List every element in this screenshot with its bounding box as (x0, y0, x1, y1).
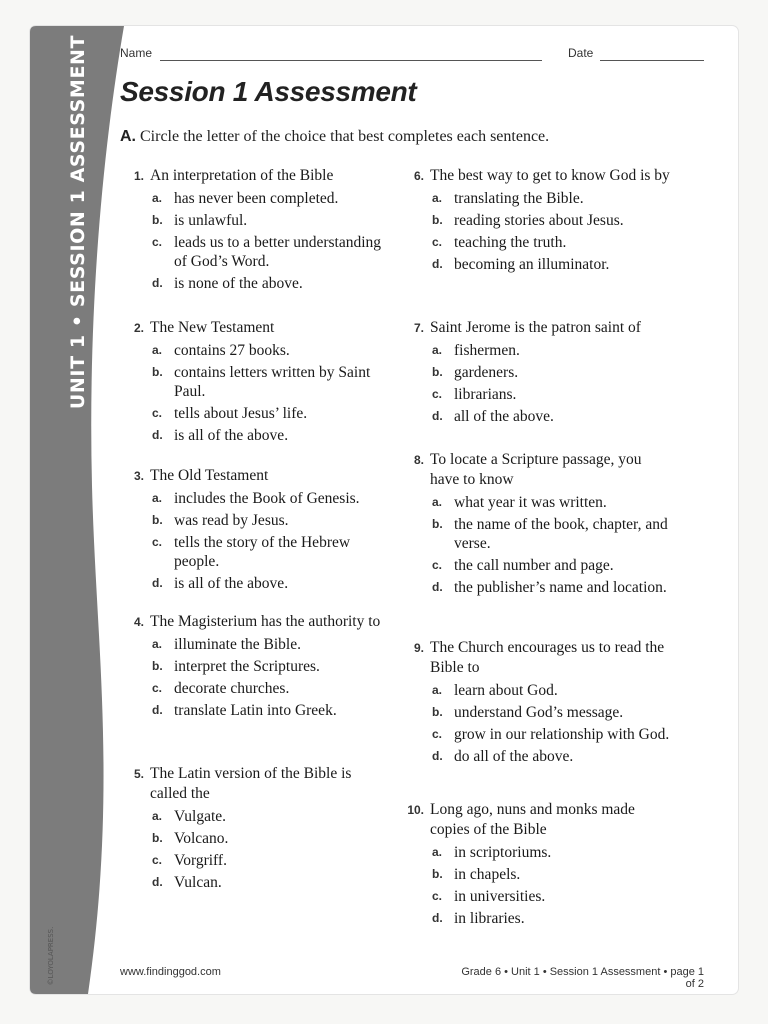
question-stem: The best way to get to know God is by (430, 167, 670, 184)
option-text: contains 27 books. (174, 342, 290, 359)
option-text: the name of the book, chapter, and verse. (454, 516, 668, 552)
option-text: reading stories about Jesus. (454, 212, 624, 229)
option-letter[interactable]: b. (152, 831, 163, 845)
option-letter[interactable]: c. (152, 235, 163, 249)
option-letter[interactable]: a. (152, 637, 163, 651)
option-text: understand God’s message. (454, 704, 624, 721)
answer-option[interactable] (152, 829, 382, 848)
answer-option[interactable] (432, 233, 672, 252)
option-letter[interactable]: d. (432, 257, 443, 271)
question (400, 318, 672, 426)
option-text: Vulgate. (174, 808, 227, 825)
answer-option[interactable] (432, 211, 672, 230)
answer-option[interactable] (432, 407, 672, 426)
option-text: teaching the truth. (454, 234, 567, 251)
option-text: interpret the Scriptures. (174, 658, 320, 675)
option-letter[interactable]: a. (432, 683, 443, 697)
answer-option[interactable] (432, 747, 672, 766)
option-text: grow in our relationship with God. (454, 726, 670, 743)
option-text: illuminate the Bible. (174, 636, 301, 653)
option-text: Vulcan. (174, 874, 222, 891)
answer-option[interactable] (152, 851, 382, 870)
option-text: is all of the above. (174, 575, 289, 592)
answer-option[interactable] (152, 489, 382, 508)
answer-option[interactable] (152, 341, 382, 360)
question (400, 638, 672, 766)
answer-option[interactable] (152, 701, 382, 720)
option-letter[interactable]: a. (152, 809, 163, 823)
answer-option[interactable] (152, 873, 382, 892)
option-letter[interactable]: b. (152, 513, 163, 527)
option-text: leads us to a better understanding of God’s Word. (174, 234, 382, 270)
side-tab-label: UNIT 1 • SESSION 1 ASSESSMENT (67, 34, 89, 410)
option-text: Vorgriff. (174, 852, 227, 869)
question (120, 466, 382, 593)
option-letter[interactable]: d. (432, 749, 443, 763)
option-letter[interactable]: c. (152, 535, 163, 549)
option-letter[interactable]: a. (152, 191, 163, 205)
option-letter[interactable]: b. (152, 659, 163, 673)
answer-option[interactable] (152, 233, 382, 271)
answer-option[interactable] (152, 404, 382, 423)
answer-option[interactable] (152, 511, 382, 530)
question-stem: Long ago, nuns and monks made copies of the Bible (430, 801, 635, 838)
question-number: 2. (133, 321, 144, 335)
option-letter[interactable]: d. (432, 580, 443, 594)
option-letter[interactable]: c. (432, 558, 443, 572)
answer-option[interactable] (432, 493, 672, 512)
option-text: becoming an illuminator. (454, 256, 610, 273)
question-stem: The Church encourages us to read the Bible to (430, 639, 665, 676)
question (120, 764, 382, 892)
option-letter[interactable]: a. (152, 343, 163, 357)
option-text: in universities. (454, 888, 546, 905)
option-text: learn about God. (454, 682, 558, 699)
option-letter[interactable]: c. (432, 889, 443, 903)
option-letter[interactable]: b. (432, 705, 443, 719)
option-letter[interactable]: d. (152, 276, 163, 290)
question-stem: Saint Jerome is the patron saint of (430, 319, 641, 336)
name-field[interactable] (160, 60, 542, 61)
answer-option[interactable] (152, 533, 382, 571)
option-text: what year it was written. (454, 494, 607, 511)
option-text: librarians. (454, 386, 517, 403)
question (400, 450, 672, 597)
option-text: the publisher’s name and location. (454, 579, 667, 596)
answer-option[interactable] (432, 255, 672, 274)
option-letter[interactable]: c. (432, 387, 443, 401)
footer-page-info: Grade 6 • Unit 1 • Session 1 Assessment • page 1 of 2 (461, 966, 704, 990)
option-text: tells the story of the Hebrew people. (174, 534, 351, 570)
option-text: Volcano. (174, 830, 229, 847)
option-text: tells about Jesus’ life. (174, 405, 308, 422)
answer-option[interactable] (432, 363, 672, 382)
date-field[interactable] (600, 60, 704, 61)
question-stem: The Old Testament (150, 467, 269, 484)
answer-option[interactable] (152, 635, 382, 654)
option-text: translating the Bible. (454, 190, 584, 207)
option-letter[interactable]: a. (432, 191, 443, 205)
option-letter[interactable]: b. (432, 365, 443, 379)
answer-option[interactable] (152, 363, 382, 401)
date-label: Date (568, 46, 594, 60)
option-text: was read by Jesus. (174, 512, 289, 529)
question (400, 800, 672, 928)
answer-option[interactable] (432, 556, 672, 575)
answer-option[interactable] (152, 574, 382, 593)
question (400, 166, 672, 274)
copyright-notice: ©LOYOLAPRESS. (47, 926, 55, 986)
answer-option[interactable] (152, 426, 382, 445)
instruction (120, 128, 549, 146)
option-letter[interactable]: b. (432, 517, 443, 531)
option-letter[interactable]: a. (432, 343, 443, 357)
answer-option[interactable] (432, 725, 672, 744)
option-letter[interactable]: b. (152, 213, 163, 227)
answer-option[interactable] (432, 703, 672, 722)
option-text: the call number and page. (454, 557, 614, 574)
question-stem: The Latin version of the Bible is called the (150, 765, 352, 802)
instruction-letter: A. (120, 128, 136, 145)
question (120, 318, 382, 445)
answer-option[interactable] (152, 657, 382, 676)
option-letter[interactable]: c. (152, 853, 163, 867)
option-text: do all of the above. (454, 748, 574, 765)
answer-option[interactable] (152, 189, 382, 208)
answer-option[interactable] (432, 341, 672, 360)
name-label: Name (120, 46, 153, 60)
option-text: gardeners. (454, 364, 519, 381)
option-letter[interactable]: a. (432, 845, 443, 859)
option-text: fishermen. (454, 342, 520, 359)
answer-option[interactable] (432, 865, 672, 884)
footer-website: www.findinggod.com (120, 966, 221, 978)
answer-option[interactable] (432, 843, 672, 862)
option-text: is unlawful. (174, 212, 248, 229)
page-title: Session 1 Assessment (120, 76, 417, 107)
question (120, 166, 382, 293)
question-number: 3. (133, 469, 144, 483)
instruction-text: Circle the letter of the choice that best completes each sentence. (140, 128, 550, 145)
question-number: 5. (133, 767, 144, 781)
question (120, 612, 382, 720)
option-letter[interactable]: d. (432, 409, 443, 423)
option-letter[interactable]: b. (432, 213, 443, 227)
option-text: in scriptoriums. (454, 844, 552, 861)
question-stem: The Magisterium has the authority to (150, 613, 381, 630)
answer-option[interactable] (432, 515, 672, 553)
question-number: 1. (133, 169, 144, 183)
question-number: 7. (413, 321, 424, 335)
option-letter[interactable]: d. (432, 911, 443, 925)
option-text: is none of the above. (174, 275, 303, 292)
option-text: in chapels. (454, 866, 521, 883)
answer-option[interactable] (152, 807, 382, 826)
option-letter[interactable]: b. (432, 867, 443, 881)
option-text: is all of the above. (174, 427, 289, 444)
option-text: contains letters written by Saint Paul. (174, 364, 371, 400)
answer-option[interactable] (432, 385, 672, 404)
question-number: 4. (133, 615, 144, 629)
option-letter[interactable]: c. (152, 406, 163, 420)
option-text: translate Latin into Greek. (174, 702, 337, 719)
option-letter[interactable]: c. (432, 727, 443, 741)
option-letter[interactable]: d. (152, 703, 163, 717)
option-text: all of the above. (454, 408, 554, 425)
question-number: 8. (413, 453, 424, 467)
option-letter[interactable]: d. (152, 428, 163, 442)
answer-option[interactable] (432, 681, 672, 700)
answer-option[interactable] (432, 909, 672, 928)
option-letter[interactable]: a. (432, 495, 443, 509)
option-letter[interactable]: d. (152, 875, 163, 889)
answer-option[interactable] (432, 189, 672, 208)
answer-option[interactable] (152, 679, 382, 698)
option-letter[interactable]: c. (152, 681, 163, 695)
question-number: 9. (413, 641, 424, 655)
answer-option[interactable] (432, 887, 672, 906)
side-tab (30, 26, 124, 994)
option-text: has never been completed. (174, 190, 339, 207)
answer-option[interactable] (152, 211, 382, 230)
option-letter[interactable]: b. (152, 365, 163, 379)
answer-option[interactable] (432, 578, 672, 597)
option-letter[interactable]: a. (152, 491, 163, 505)
question-number: 6. (413, 169, 424, 183)
option-letter[interactable]: d. (152, 576, 163, 590)
question-stem: An interpretation of the Bible (150, 167, 334, 184)
question-stem: The New Testament (150, 319, 275, 336)
option-text: in libraries. (454, 910, 525, 927)
answer-option[interactable] (152, 274, 382, 293)
option-text: includes the Book of Genesis. (174, 490, 360, 507)
option-text: decorate churches. (174, 680, 290, 697)
question-number: 10. (407, 803, 424, 817)
option-letter[interactable]: c. (432, 235, 443, 249)
question-stem: To locate a Scripture passage, you have to know (430, 451, 642, 488)
